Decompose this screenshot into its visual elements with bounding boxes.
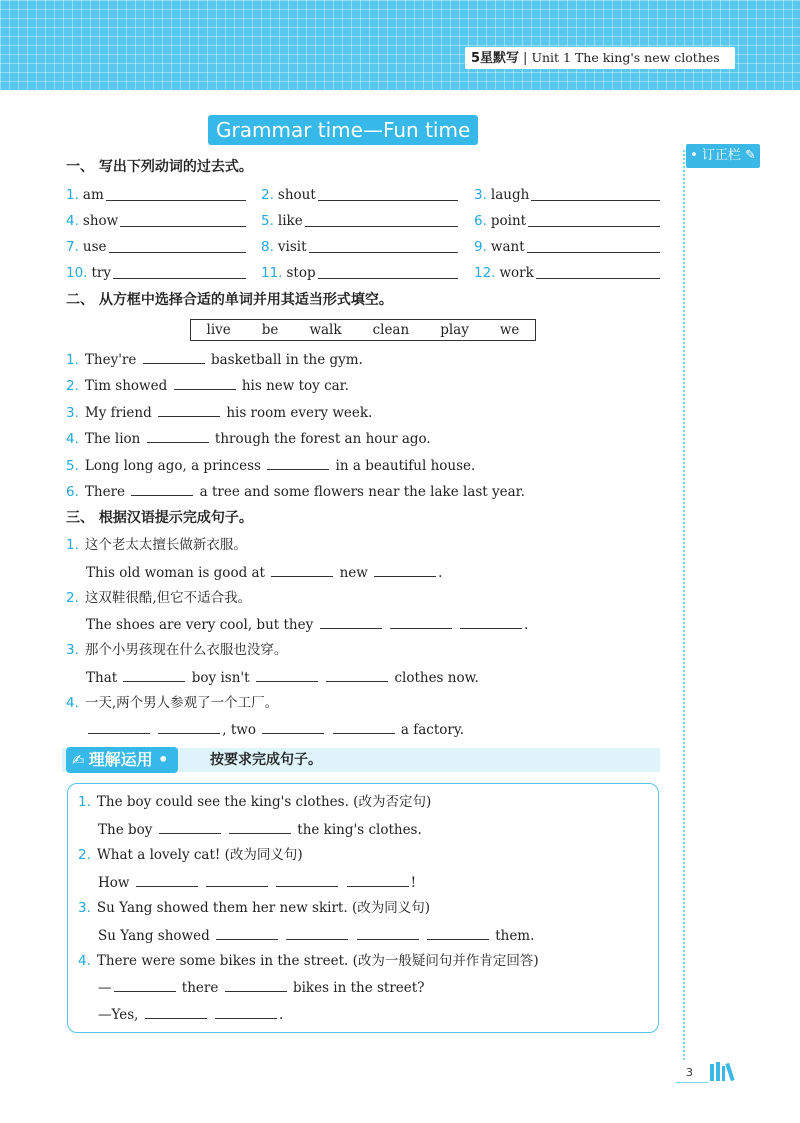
cn-prompt: 1. 这个老太太擅长做新衣服。 xyxy=(66,537,247,553)
word-box xyxy=(190,319,536,341)
page-number: 3 xyxy=(686,1066,693,1079)
verb-item: 5. like xyxy=(261,211,458,231)
answer-blank[interactable] xyxy=(215,1004,277,1019)
answer-blank[interactable] xyxy=(159,819,221,834)
answer-blank[interactable] xyxy=(527,237,660,253)
verb-item: 3. laugh xyxy=(474,185,660,205)
answer-blank[interactable] xyxy=(374,562,436,577)
word-option: live xyxy=(206,322,231,338)
fill-item: This old woman is good at new . xyxy=(86,562,442,583)
answer-blank[interactable] xyxy=(123,667,185,682)
answer-blank[interactable] xyxy=(120,211,246,227)
fill-item: 2. Tim showed his new toy car. xyxy=(66,375,349,396)
rewrite-prompt: 1. The boy could see the king's clothes. (改为否定句) xyxy=(78,794,432,810)
section-4-tag: ✍ 理解运用 • xyxy=(66,747,178,773)
header-banner xyxy=(0,0,800,90)
answer-blank[interactable] xyxy=(357,925,419,940)
answer-blank[interactable] xyxy=(536,263,660,279)
rewrite-prompt: 2. What a lovely cat! (改为同义句) xyxy=(78,847,303,863)
fill-item: 1. They're basketball in the gym. xyxy=(66,349,363,370)
answer-blank[interactable] xyxy=(305,211,458,227)
correction-tag-label: 订正栏 xyxy=(701,148,741,163)
answer-blank[interactable] xyxy=(460,614,522,629)
page-title: Grammar time—Fun time xyxy=(208,115,478,145)
answer-blank[interactable] xyxy=(271,562,333,577)
answer-blank[interactable] xyxy=(531,185,660,201)
answer-blank[interactable] xyxy=(326,667,388,682)
verb-item: 11. stop xyxy=(261,263,458,283)
answer-blank[interactable] xyxy=(286,925,348,940)
answer-blank[interactable] xyxy=(88,719,150,734)
verb-item: 7. use xyxy=(66,237,246,257)
correction-tag: • 订正栏 ✎ xyxy=(686,144,760,168)
books-icon xyxy=(708,1060,738,1082)
answer-blank[interactable] xyxy=(427,925,489,940)
word-option: clean xyxy=(372,322,410,338)
answer-blank[interactable] xyxy=(333,719,395,734)
verb-item: 12. work xyxy=(474,263,660,283)
pencil-icon: ✎ xyxy=(745,148,756,163)
rewrite-prompt: 4. There were some bikes in the street. (改为一般疑问句并作肯定回答) xyxy=(78,953,539,969)
series-label: 5星默写 xyxy=(471,51,520,66)
verb-item: 6. point xyxy=(474,211,660,231)
verb-item: 1. am xyxy=(66,185,246,205)
fill-item: — there bikes in the street? xyxy=(98,977,424,998)
section-4-heading: 按要求完成句子。 xyxy=(210,752,322,768)
answer-blank[interactable] xyxy=(318,263,458,279)
fill-item: 3. My friend his room every week. xyxy=(66,402,372,423)
page-number-rule xyxy=(676,1082,708,1083)
fill-item: 6. There a tree and some flowers near the lake last year. xyxy=(66,481,525,502)
answer-blank[interactable] xyxy=(229,819,291,834)
word-option: play xyxy=(440,322,469,338)
answer-blank[interactable] xyxy=(136,872,198,887)
answer-blank[interactable] xyxy=(225,977,287,992)
word-option: walk xyxy=(309,322,342,338)
answer-blank[interactable] xyxy=(158,402,220,417)
answer-blank[interactable] xyxy=(174,375,236,390)
answer-blank[interactable] xyxy=(113,263,246,279)
fill-item: The boy the king's clothes. xyxy=(98,819,422,840)
answer-blank[interactable] xyxy=(276,872,338,887)
fill-item: —Yes, . xyxy=(98,1004,283,1025)
verb-item: 2. shout xyxy=(261,185,458,205)
answer-blank[interactable] xyxy=(309,237,458,253)
answer-blank[interactable] xyxy=(256,667,318,682)
answer-blank[interactable] xyxy=(143,349,205,364)
answer-blank[interactable] xyxy=(114,977,176,992)
verb-item: 10. try xyxy=(66,263,246,283)
header-badge xyxy=(465,47,735,69)
answer-blank[interactable] xyxy=(528,211,660,227)
verb-item: 4. show xyxy=(66,211,246,231)
fill-item: How ! xyxy=(98,872,416,893)
section-1-heading: 一、 写出下列动词的过去式。 xyxy=(66,159,253,175)
cn-prompt: 2. 这双鞋很酷,但它不适合我。 xyxy=(66,590,252,606)
section-2-heading: 二、 从方框中选择合适的单词并用其适当形式填空。 xyxy=(66,292,393,308)
header-separator: | xyxy=(523,51,528,66)
answer-blank[interactable] xyxy=(320,614,382,629)
rewrite-prompt: 3. Su Yang showed them her new skirt. (改为同义句) xyxy=(78,900,430,916)
verb-item: 9. want xyxy=(474,237,660,257)
fill-item: 5. Long long ago, a princess in a beautiful house. xyxy=(66,455,475,476)
answer-blank[interactable] xyxy=(131,481,193,496)
fill-item: That boy isn't clothes now. xyxy=(86,667,479,688)
cn-prompt: 3. 那个小男孩现在什么衣服也没穿。 xyxy=(66,642,288,658)
word-option: we xyxy=(499,322,520,338)
answer-blank[interactable] xyxy=(206,872,268,887)
correction-rail xyxy=(683,150,685,1060)
cn-prompt: 4. 一天,两个男人参观了一个工厂。 xyxy=(66,695,279,711)
answer-blank[interactable] xyxy=(158,719,220,734)
verb-item: 8. visit xyxy=(261,237,458,257)
answer-blank[interactable] xyxy=(147,428,209,443)
unit-label: Unit 1 The king's new clothes xyxy=(531,50,720,65)
answer-blank[interactable] xyxy=(216,925,278,940)
fill-item: The shoes are very cool, but they . xyxy=(86,614,528,635)
answer-blank[interactable] xyxy=(262,719,324,734)
answer-blank[interactable] xyxy=(390,614,452,629)
word-option: be xyxy=(261,322,279,338)
section-3-heading: 三、 根据汉语提示完成句子。 xyxy=(66,510,253,526)
note-icon: ✍ xyxy=(72,751,85,769)
answer-blank[interactable] xyxy=(318,185,458,201)
answer-blank[interactable] xyxy=(145,1004,207,1019)
fill-item: Su Yang showed them. xyxy=(98,925,534,946)
answer-blank[interactable] xyxy=(267,455,329,470)
fill-item: , two a factory. xyxy=(86,719,464,740)
answer-blank[interactable] xyxy=(109,237,246,253)
answer-blank[interactable] xyxy=(106,185,246,201)
answer-blank[interactable] xyxy=(347,872,409,887)
fill-item: 4. The lion through the forest an hour ago. xyxy=(66,428,431,449)
